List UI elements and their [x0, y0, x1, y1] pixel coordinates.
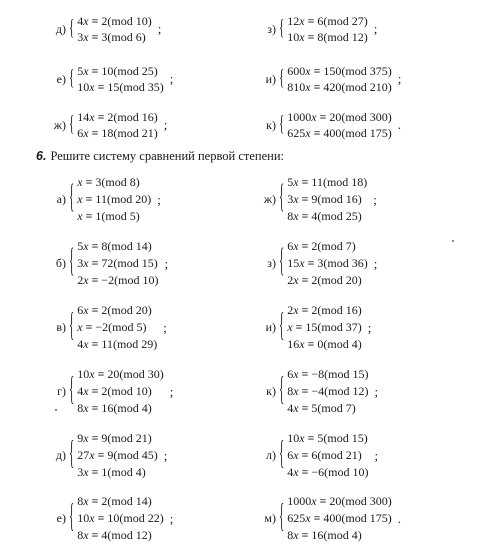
equation: 10x ≡ 20(mod 30)	[77, 367, 164, 381]
equation: 12x ≡ 6(mod 27)	[287, 14, 368, 28]
terminator: ;	[367, 319, 372, 335]
equation-group	[77, 493, 163, 544]
equation: 6x ≡ 2(mod 20)	[77, 303, 152, 317]
equation: 4x ≡ 2(mod 10)	[77, 14, 152, 28]
left-brace: {	[69, 112, 75, 136]
equation: 8x ≡ 4(mod 25)	[287, 209, 362, 223]
left-brace: {	[69, 435, 75, 473]
system-1-i	[258, 63, 401, 95]
equation: 8x ≡ 16(mod 4)	[77, 401, 152, 415]
equation-group	[77, 302, 157, 353]
system-label: в)	[56, 320, 66, 334]
equation-group	[77, 238, 158, 289]
equation: 3x ≡ 72(mod 15)	[77, 256, 158, 270]
equation: 2x ≡ 2(mod 20)	[287, 273, 362, 287]
equation-group	[287, 13, 367, 45]
equation-group	[77, 13, 151, 45]
equation: 2x ≡ 2(mod 16)	[287, 303, 362, 317]
system-label: ж)	[263, 192, 276, 206]
system-label: и)	[265, 320, 276, 334]
equation: 10x ≡ 10(mod 22)	[77, 511, 164, 525]
terminator: ;	[163, 447, 168, 463]
terminator: ;	[163, 319, 167, 335]
problem-number: 6.	[36, 149, 47, 163]
equation: 8x ≡ −4(mod 12)	[287, 384, 369, 398]
system-label: г)	[57, 384, 66, 398]
equation: 6x ≡ −8(mod 15)	[287, 367, 369, 381]
equation: 600x ≡ 150(mod 375)	[287, 64, 392, 78]
equation: 8x ≡ 4(mod 12)	[77, 528, 152, 542]
left-brace: {	[69, 307, 75, 345]
terminator: ;	[373, 255, 378, 271]
equation: 4x ≡ 5(mod 7)	[287, 401, 356, 415]
terminator: ;	[374, 383, 379, 399]
system-1-zh	[48, 109, 167, 141]
equation: x ≡ −2(mod 5)	[77, 320, 147, 334]
system-label: ж)	[53, 117, 66, 132]
equation: 5x ≡ 8(mod 14)	[77, 239, 152, 253]
system-2-b	[48, 238, 168, 289]
problem-text: Решите систему сравнений первой степени:	[50, 149, 285, 163]
left-brace: {	[69, 243, 75, 281]
system-label: д)	[55, 448, 66, 462]
equation: 1000x ≡ 20(mod 300)	[287, 110, 392, 124]
equation-group	[287, 493, 391, 544]
equation: 4x ≡ −6(mod 10)	[287, 465, 369, 479]
system-2-i	[258, 302, 371, 353]
system-label: и)	[265, 71, 276, 86]
system-label: к)	[266, 117, 276, 132]
left-brace: {	[69, 179, 75, 217]
equation: 10x ≡ 5(mod 15)	[287, 431, 368, 445]
equation: x ≡ 15(mod 37)	[287, 320, 362, 334]
left-brace: {	[279, 66, 285, 90]
left-brace: {	[279, 112, 285, 136]
equation: 14x ≡ 2(mod 16)	[77, 110, 158, 124]
equation: 6x ≡ 18(mod 21)	[77, 126, 158, 140]
system-2-d	[48, 430, 167, 481]
left-brace: {	[69, 16, 75, 40]
equation: 6x ≡ 6(mod 21)	[287, 448, 362, 462]
system-2-l	[258, 430, 378, 481]
system-label: е)	[56, 71, 66, 86]
equation: 15x ≡ 3(mod 36)	[287, 256, 368, 270]
terminator: ;	[157, 191, 161, 207]
system-label: л)	[266, 448, 276, 462]
system-2-k	[258, 366, 378, 417]
equation: 625x ≡ 400(mod 175)	[287, 126, 392, 140]
left-brace: {	[69, 498, 75, 536]
equation-group	[77, 430, 157, 481]
system-2-z	[258, 238, 377, 289]
equation: 1000x ≡ 20(mod 300)	[287, 494, 392, 508]
terminator: ;	[163, 117, 168, 132]
terminator: .	[397, 510, 401, 526]
system-2-v	[48, 302, 167, 353]
left-brace: {	[69, 66, 75, 90]
terminator: ;	[397, 71, 402, 86]
equation: 8x ≡ 2(mod 14)	[77, 494, 152, 508]
equation: 16x ≡ 0(mod 4)	[287, 337, 362, 351]
equation: 5x ≡ 11(mod 18)	[287, 175, 368, 189]
terminator: ;	[157, 21, 162, 36]
equation: 10x ≡ 15(mod 35)	[77, 80, 164, 94]
equation: 3x ≡ 3(mod 6)	[77, 30, 146, 44]
equation: 4x ≡ 2(mod 10)	[77, 384, 152, 398]
equation: 4x ≡ 11(mod 29)	[77, 337, 158, 351]
equation: x ≡ 1(mod 5)	[77, 209, 140, 223]
equation: 2x ≡ −2(mod 10)	[77, 273, 159, 287]
equation: 27x ≡ 9(mod 45)	[77, 448, 158, 462]
scan-speck	[55, 409, 57, 411]
system-1-z	[258, 13, 377, 45]
terminator: ;	[169, 71, 174, 86]
system-label: д)	[55, 21, 66, 36]
equation: 810x ≡ 420(mod 210)	[287, 80, 392, 94]
equation-group	[77, 109, 157, 141]
system-2-m	[258, 493, 401, 544]
equation: 10x ≡ 8(mod 12)	[287, 30, 368, 44]
terminator: ;	[169, 510, 174, 526]
equation: 3x ≡ 9(mod 16)	[287, 192, 362, 206]
equation: 8x ≡ 16(mod 4)	[287, 528, 362, 542]
system-label: з)	[267, 21, 276, 36]
left-brace: {	[279, 243, 285, 281]
equation: 3x ≡ 1(mod 4)	[77, 465, 146, 479]
left-brace: {	[279, 16, 285, 40]
left-brace: {	[279, 307, 285, 345]
equation: 5x ≡ 10(mod 25)	[77, 64, 158, 78]
scan-speck	[452, 240, 454, 242]
left-brace: {	[279, 498, 285, 536]
system-label: з)	[267, 256, 276, 270]
equation-group	[77, 63, 163, 95]
system-1-d	[48, 13, 161, 45]
left-brace: {	[69, 371, 75, 409]
system-label: б)	[55, 256, 66, 270]
left-brace: {	[279, 371, 285, 409]
system-2-e	[48, 493, 173, 544]
terminator: ;	[373, 21, 378, 36]
terminator: ;	[373, 191, 377, 207]
problem-heading	[36, 149, 284, 164]
equation-group	[287, 366, 368, 417]
terminator: .	[397, 117, 401, 132]
equation-group	[77, 366, 163, 417]
system-2-g	[48, 366, 173, 417]
equation: x ≡ 11(mod 20)	[77, 192, 152, 206]
equation-group	[287, 238, 367, 289]
terminator: ;	[164, 255, 169, 271]
system-label: е)	[56, 511, 66, 525]
system-2-a	[48, 174, 161, 225]
equation-group	[287, 430, 368, 481]
equation: 625x ≡ 400(mod 175)	[287, 511, 392, 525]
equation: 9x ≡ 9(mod 21)	[77, 431, 152, 445]
system-1-k	[258, 109, 401, 141]
system-label: к)	[266, 384, 276, 398]
equation-group	[77, 174, 151, 225]
equation: x ≡ 3(mod 8)	[77, 175, 140, 189]
terminator: ;	[169, 383, 174, 399]
equation: 6x ≡ 2(mod 7)	[287, 239, 356, 253]
system-label: м)	[264, 511, 276, 525]
equation-group	[287, 302, 361, 353]
system-2-zh	[258, 174, 377, 225]
equation-group	[287, 174, 367, 225]
equation-group	[287, 63, 391, 95]
system-label: а)	[56, 192, 66, 206]
left-brace: {	[279, 179, 285, 217]
system-1-e	[48, 63, 173, 95]
left-brace: {	[279, 435, 285, 473]
equation-group	[287, 109, 391, 141]
terminator: ;	[374, 447, 379, 463]
